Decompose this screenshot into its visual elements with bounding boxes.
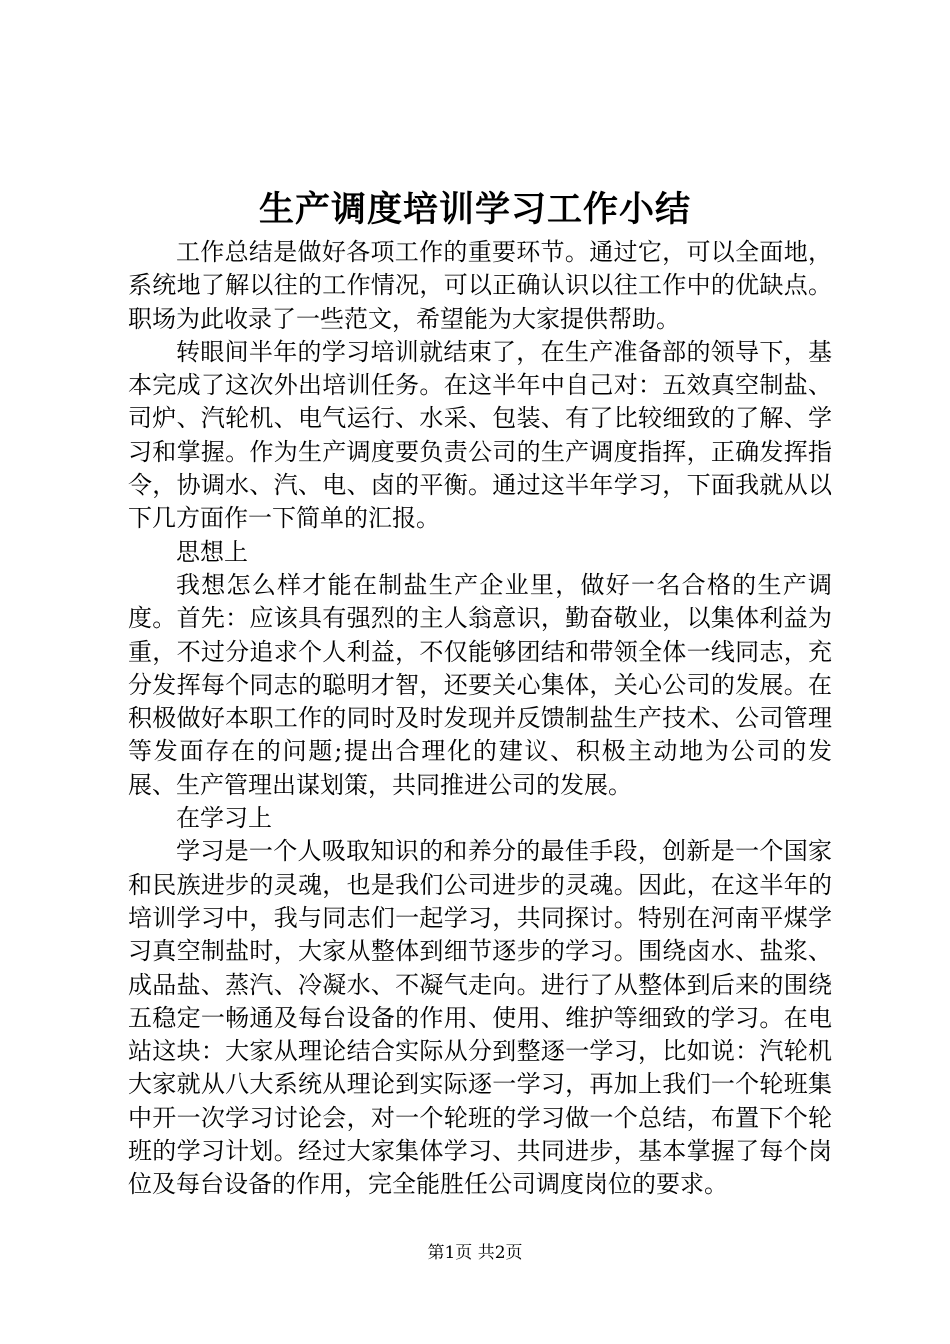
- document-title: 生产调度培训学习工作小结: [258, 189, 691, 230]
- section-body-thought: 我想怎么样才能在制盐生产企业里，做好一名合格的生产调度。首先：应该具有强烈的主人翁意识，勤奋敬业，以集体利益为重，不过分追求个人利益，不仅能够团结和带领全体一线同志，充分发挥每个同志的聪明才智，还要关心集体，关心公司的发展。在积极做好本职工作的同时及时发现并反馈制盐生产技术、公司管理等发面存在的问题;提出合理化的建议、积极主动地为公司的发展、生产管理出谋划策，共同推进公司的发展。: [128, 570, 832, 799]
- document-body: [128, 236, 832, 1202]
- section-body-study: 学习是一个人吸取知识的和养分的最佳手段，创新是一个国家和民族进步的灵魂，也是我们公司进步的灵魂。因此，在这半年的培训学习中，我与同志们一起学习，共同探讨。特别在河南平煤学习真空制盐时，大家从整体到细节逐步的学习。围绕卤水、盐浆、成品盐、蒸汽、冷凝水、不凝气走向。进行了从整体到后来的围绕五稳定一畅通及每台设备的作用、使用、维护等细致的学习。在电站这块：大家从理论结合实际从分到整逐一学习，比如说：汽轮机大家就从八大系统从理论到实际逐一学习，再加上我们一个轮班集中开一次学习讨论会，对一个轮班的学习做一个总结，布置下个轮班的学习计划。经过大家集体学习、共同进步，基本掌握了每个岗位及每台设备的作用，完全能胜任公司调度岗位的要求。: [128, 837, 832, 1199]
- section-heading-thought: 思想上: [176, 537, 248, 566]
- section-heading-study: 在学习上: [176, 804, 272, 833]
- page-footer: 第1页 共2页: [427, 1243, 523, 1263]
- intro-paragraph: 工作总结是做好各项工作的重要环节。通过它，可以全面地，系统地了解以往的工作情况，可以正确认识以往工作中的优缺点。职场为此收录了一些范文，希望能为大家提供帮助。: [128, 238, 832, 333]
- summary-paragraph: 转眼间半年的学习培训就结束了，在生产准备部的领导下，基本完成了这次外出培训任务。在这半年中自己对：五效真空制盐、司炉、汽轮机、电气运行、水采、包装、有了比较细致的了解、学习和掌握。作为生产调度要负责公司的生产调度指挥，正确发挥指令，协调水、汽、电、卤的平衡。通过这半年学习，下面我就从以下几方面作一下简单的汇报。: [128, 337, 832, 533]
